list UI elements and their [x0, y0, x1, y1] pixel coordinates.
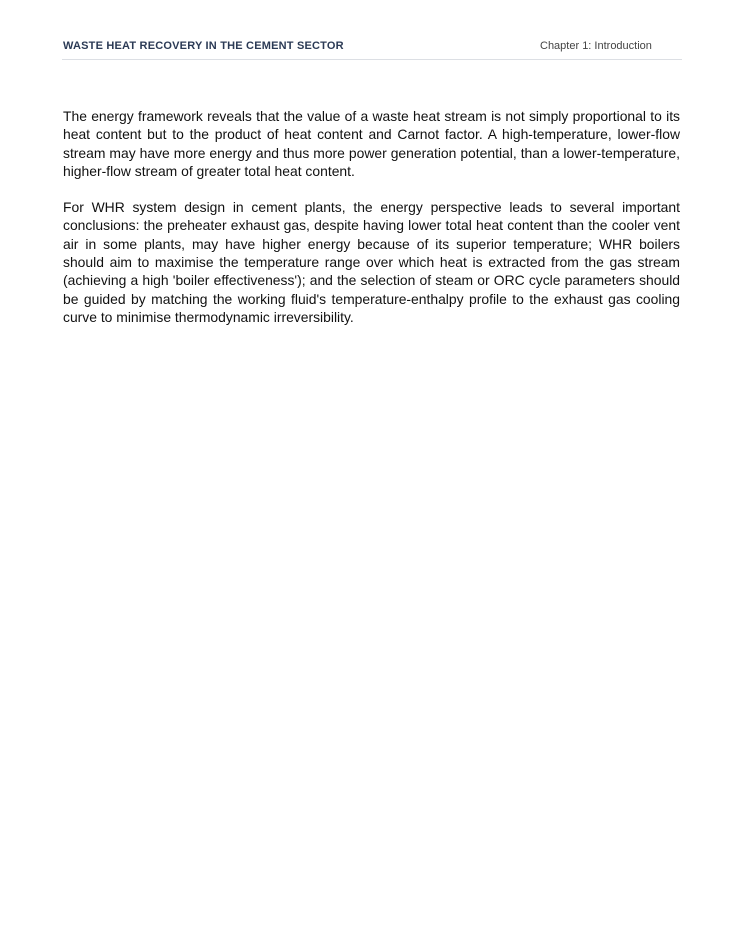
header-title: WASTE HEAT RECOVERY IN THE CEMENT SECTOR: [63, 40, 344, 52]
paragraph-whr-design-conclusions: For WHR system design in cement plants, the energy perspective leads to several important conclusions: the preheater exhaust gas, despite having lower total heat content than the cooler vent air in some plants, may have higher energy because of its superior temperature; WHR boilers should aim to maximise the temperature range over which heat is extracted from the gas stream (achieving a high 'boiler effectiveness'); and the selection of steam or ORC cycle parameters should be guided by matching the working fluid's temperature-enthalpy profile to the exhaust gas cooling curve to minimise thermodynamic irreversibility.: [63, 199, 680, 325]
header-chapter: Chapter 1: Introduction: [540, 40, 652, 52]
body-text: [63, 107, 680, 344]
paragraph-energy-framework: The energy framework reveals that the value of a waste heat stream is not simply proportional to its heat content but to the product of heat content and Carnot factor. A high-temperature, lower-flow stream may have more energy and thus more power generation potential, than a lower-temperature, higher-flow stream of greater total heat content.: [63, 108, 680, 179]
running-header: [62, 38, 682, 60]
